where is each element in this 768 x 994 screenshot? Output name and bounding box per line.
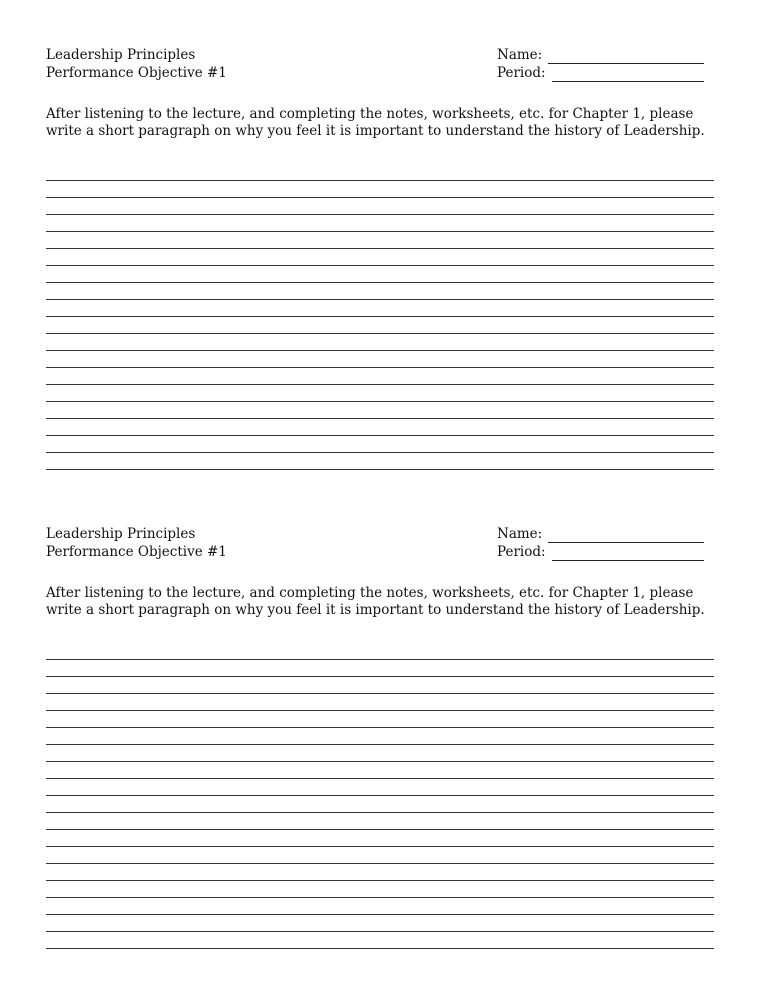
course-info — [46, 525, 227, 561]
name-field[interactable] — [497, 46, 704, 64]
writing-line[interactable] — [46, 436, 714, 453]
course-title: Leadership Principles — [46, 47, 196, 63]
writing-line[interactable] — [46, 796, 714, 813]
period-blank[interactable] — [552, 546, 704, 561]
writing-line[interactable] — [46, 266, 714, 283]
student-info — [497, 525, 704, 561]
period-field[interactable] — [497, 64, 704, 82]
writing-line[interactable] — [46, 368, 714, 385]
name-blank[interactable] — [548, 49, 704, 64]
worksheet-form-1 — [46, 46, 714, 470]
writing-line[interactable] — [46, 813, 714, 830]
writing-line[interactable] — [46, 932, 714, 949]
course-info — [46, 46, 227, 82]
writing-line[interactable] — [46, 164, 714, 181]
worksheet-form-2 — [46, 525, 714, 949]
period-field[interactable] — [497, 543, 704, 561]
writing-line[interactable] — [46, 181, 714, 198]
period-blank[interactable] — [552, 67, 704, 82]
writing-line[interactable] — [46, 830, 714, 847]
writing-line[interactable] — [46, 864, 714, 881]
form-header — [46, 46, 714, 82]
writing-line[interactable] — [46, 283, 714, 300]
writing-prompt: After listening to the lecture, and completing the notes, worksheets, etc. for Chapter 1, please write a short paragraph on why you feel it is important to understand the history of Leadership. — [46, 106, 705, 139]
writing-line[interactable] — [46, 728, 714, 745]
period-label: Period: — [497, 65, 546, 81]
name-field[interactable] — [497, 525, 704, 543]
period-label: Period: — [497, 544, 546, 560]
form-header — [46, 525, 714, 561]
writing-line[interactable] — [46, 898, 714, 915]
writing-line[interactable] — [46, 711, 714, 728]
writing-line[interactable] — [46, 300, 714, 317]
course-title: Leadership Principles — [46, 526, 196, 542]
writing-line[interactable] — [46, 453, 714, 470]
student-info — [497, 46, 704, 82]
name-label: Name: — [497, 47, 543, 63]
writing-line[interactable] — [46, 198, 714, 215]
name-label: Name: — [497, 526, 543, 542]
objective-title: Performance Objective #1 — [46, 544, 227, 560]
writing-line[interactable] — [46, 385, 714, 402]
writing-line[interactable] — [46, 779, 714, 796]
name-blank[interactable] — [548, 528, 704, 543]
writing-line[interactable] — [46, 847, 714, 864]
writing-lines[interactable] — [46, 164, 714, 470]
writing-line[interactable] — [46, 232, 714, 249]
writing-line[interactable] — [46, 660, 714, 677]
writing-line[interactable] — [46, 915, 714, 932]
writing-line[interactable] — [46, 677, 714, 694]
writing-line[interactable] — [46, 881, 714, 898]
writing-lines[interactable] — [46, 643, 714, 949]
writing-line[interactable] — [46, 745, 714, 762]
writing-line[interactable] — [46, 334, 714, 351]
writing-line[interactable] — [46, 419, 714, 436]
writing-line[interactable] — [46, 643, 714, 660]
writing-line[interactable] — [46, 215, 714, 232]
writing-line[interactable] — [46, 351, 714, 368]
writing-line[interactable] — [46, 317, 714, 334]
objective-title: Performance Objective #1 — [46, 65, 227, 81]
writing-prompt: After listening to the lecture, and completing the notes, worksheets, etc. for Chapter 1, please write a short paragraph on why you feel it is important to understand the history of Leadership. — [46, 585, 705, 618]
writing-line[interactable] — [46, 249, 714, 266]
writing-line[interactable] — [46, 402, 714, 419]
writing-line[interactable] — [46, 694, 714, 711]
writing-line[interactable] — [46, 762, 714, 779]
